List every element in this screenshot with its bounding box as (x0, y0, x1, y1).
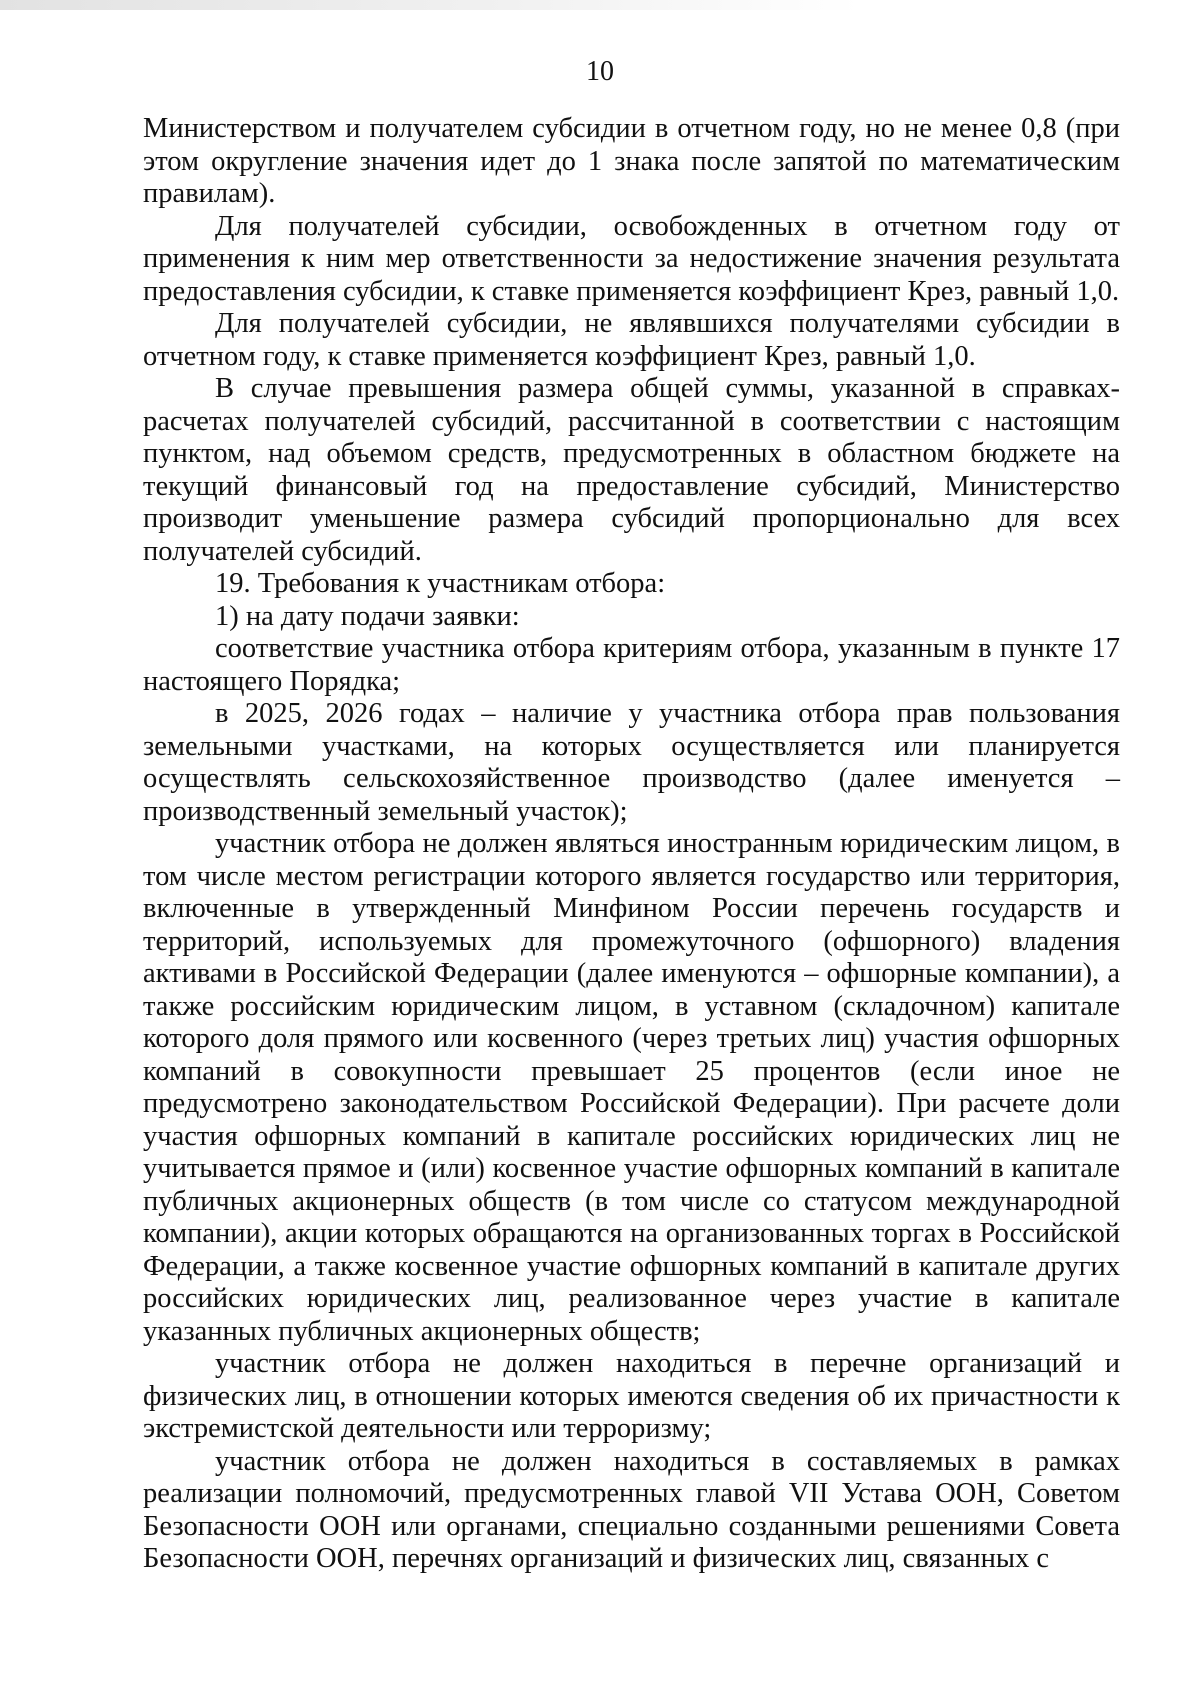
scan-edge-artifact (0, 0, 860, 10)
paragraph-excess-reduction: В случае превышения размера общей суммы, указанной в справках-расчетах получателей субсидий, рассчитанной в соответствии с настоящим пунктом, над объемом средств, предусмотренных в областном бюджете на текущий финансовый год на предоставление субсидий, Министерство производит уменьшение размера субсидий пропорционально для всех получателей субсидий. (143, 373, 1120, 567)
paragraph-non-recipients: Для получателей субсидии, не являвшихся получателями субсидии в отчетном году, к ставке применяется коэффициент Крез, равный 1,0. (143, 308, 1120, 372)
paragraph-land-rights: в 2025, 2026 годах – наличие у участника отбора прав пользования земельными участками, на которых осуществляется или планируется осуществлять сельскохозяйственное производство (далее именуется – производственный земельный участок); (143, 698, 1120, 827)
paragraph-continuation: Министерством и получателем субсидии в отчетном году, но не менее 0,8 (при этом округление значения идет до 1 знака после запятой по математическим правилам). (143, 113, 1120, 209)
paragraph-un-lists: участник отбора не должен находиться в составляемых в рамках реализации полномочий, предусмотренных главой VII Устава ООН, Советом Безопасности ООН или органами, специально созданными решениями Совета Безопасности ООН, перечнях организаций и физических лиц, связанных с (143, 1445, 1120, 1574)
paragraph-offshore: участник отбора не должен являться иностранным юридическим лицом, в том числе местом регистрации которого является государство или территория, включенные в утвержденный Минфином России перечень государств и территорий, используемых для промежуточного (офшорного) владения активами в Российской Федерации (далее именуются – офшорные компании), а также российским юридическим лицом, в уставном (складочном) капитале которого доля прямого или косвенного (через третьих лиц) участия офшорных компаний в совокупности превышает 25 процентов (если иное не предусмотрено законодательством Российской Федерации). При расчете доли участия офшорных компаний в капитале российских юридических лиц не учитывается прямое и (или) косвенное участие офшорных компаний в капитале публичных акционерных обществ (в том числе со статусом международной компании), акции которых обращаются на организованных торгах в Российской Федерации, а также косвенное участие офшорных компаний в капитале других российских юридических лиц, реализованное через участие в капитале указанных публичных акционерных обществ; (143, 828, 1120, 1347)
paragraph-criteria-compliance: соответствие участника отбора критериям отбора, указанным в пункте 17 настоящего Порядка; (143, 633, 1120, 697)
document-body (143, 113, 1120, 1576)
paragraph-item-1: 1) на дату подачи заявки: (215, 600, 520, 632)
paragraph-section-19-heading: 19. Требования к участникам отбора: (215, 568, 666, 599)
paragraph-extremism-list: участник отбора не должен находиться в перечне организаций и физических лиц, в отношении которых имеются сведения об их причастности к экстремистской деятельности или терроризму; (143, 1348, 1120, 1444)
paragraph-released-recipients: Для получателей субсидии, освобожденных в отчетном году от применения к ним мер ответственности за недостижение значения результата предоставления субсидии, к ставке применяется коэффициент Крез, равный 1,0. (143, 210, 1120, 307)
page-number: 10 (586, 56, 614, 87)
